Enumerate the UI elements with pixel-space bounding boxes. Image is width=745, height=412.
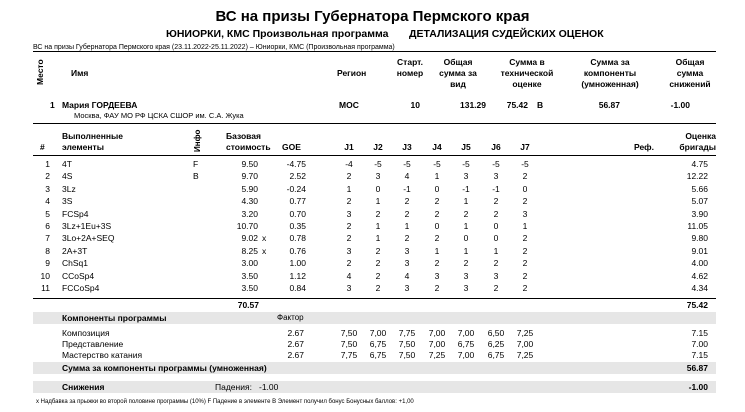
element-code: 3Lz [62, 183, 76, 194]
element-bonus-mark: x [262, 245, 267, 256]
element-code: FCSp4 [62, 208, 89, 219]
element-panel-score: 5.07 [691, 196, 708, 207]
component-judge-mark: 6,50 [487, 328, 505, 338]
judge-mark: 3 [404, 283, 410, 293]
judge-header-3: J3 [402, 142, 412, 152]
element-base-value: 9.50 [241, 159, 258, 169]
judge-mark: 2 [522, 171, 528, 182]
judge-mark: 3 [463, 270, 469, 281]
deductions-label: Снижения [62, 382, 105, 392]
judge-mark: 0 [522, 183, 528, 194]
element-info: F [193, 159, 199, 169]
element-code: 3Lz+1Eu+3S [62, 221, 112, 231]
judge-mark: 2 [493, 283, 499, 293]
judge-header-5: J5 [461, 142, 471, 152]
element-code: 4T [62, 159, 72, 169]
judge-mark: 3 [522, 208, 528, 219]
el-header-info: Инфо [193, 129, 202, 152]
element-panel-score: 4.34 [691, 283, 708, 293]
skater-total: 131.29 [460, 100, 486, 110]
component-judge-mark: 6,75 [369, 350, 387, 360]
element-goe: 2.52 [289, 171, 306, 182]
judge-mark: 1 [375, 233, 381, 244]
element-panel-score: 9.01 [691, 245, 708, 256]
judge-mark: 2 [404, 196, 410, 207]
judge-mark: -1 [492, 183, 500, 194]
judge-mark: 1 [375, 221, 381, 231]
judge-mark: 1 [404, 221, 410, 231]
judge-mark: 3 [375, 171, 381, 182]
element-base-value: 3.50 [241, 283, 258, 293]
element-number: 5 [45, 208, 50, 219]
element-goe: 0.35 [289, 221, 306, 231]
judge-mark: 2 [522, 270, 528, 281]
judge-mark: 2 [493, 258, 499, 269]
element-row [0, 258, 745, 269]
component-judge-mark: 7,00 [369, 328, 387, 338]
judge-mark: 2 [434, 196, 440, 207]
component-name: Мастерство катания [62, 350, 143, 360]
component-name: Композиция [62, 328, 110, 338]
component-judge-mark: 7,50 [340, 328, 358, 338]
component-judge-mark: 7,50 [398, 339, 416, 349]
element-number: 8 [45, 245, 50, 256]
judge-mark: 3 [346, 283, 352, 293]
element-base-value: 3.00 [241, 258, 258, 269]
element-panel-score: 4.00 [691, 258, 708, 269]
judge-mark: 2 [463, 208, 469, 219]
component-factor: 2.67 [287, 328, 304, 338]
element-panel-score: 5.66 [691, 183, 708, 194]
judge-mark: 2 [346, 196, 352, 207]
skater-deductions: -1.00 [670, 100, 690, 110]
elements-header-rule [33, 155, 716, 156]
judge-mark: 2 [346, 258, 352, 269]
judge-mark: 2 [375, 245, 381, 256]
report-title: ДЕТАЛИЗАЦИЯ СУДЕЙСКИХ ОЦЕНОК [409, 28, 604, 40]
element-row [0, 209, 745, 220]
element-number: 3 [45, 183, 50, 194]
judge-mark: 2 [522, 258, 528, 269]
judge-mark: 3 [493, 171, 499, 182]
judge-mark: 2 [375, 208, 381, 219]
judge-mark: 2 [493, 208, 499, 219]
component-row [0, 339, 745, 350]
element-panel-score: 4.75 [691, 159, 708, 169]
event-title: ВС на призы Губернатора Пермского края [215, 8, 530, 25]
component-judge-mark: 7,00 [428, 328, 446, 338]
judge-mark: 1 [346, 183, 352, 194]
judge-mark: 1 [463, 196, 469, 207]
element-number: 11 [41, 283, 50, 293]
judge-mark: 2 [375, 258, 381, 269]
element-base-value: 4.30 [241, 196, 258, 207]
element-code: 4S [62, 171, 73, 182]
judge-mark: 2 [404, 233, 410, 244]
judge-header-1: J1 [344, 142, 354, 152]
header-pcs: Сумма за компоненты (умноженная) [581, 57, 639, 89]
judge-mark: 2 [434, 233, 440, 244]
el-header-goe: GOE [282, 142, 301, 152]
component-judge-mark: 6,75 [487, 350, 505, 360]
el-header-score: Оценка бригады [679, 131, 716, 152]
element-base-value: 3.20 [241, 208, 258, 219]
element-row [0, 233, 745, 244]
element-code: 3Lo+2A+SEQ [62, 233, 115, 244]
header-deductions: Общая сумма снижений [669, 57, 711, 89]
element-goe: 0.70 [289, 208, 306, 219]
skater-rule [33, 123, 716, 124]
element-base-value: 10.70 [236, 221, 258, 231]
meta-line: ВС на призы Губернатора Пермского края (23.11.2022-25.11.2022) – Юниорки, КМС (Произвольная программа) [33, 44, 395, 51]
element-number: 4 [45, 196, 50, 207]
judge-mark: 3 [404, 258, 410, 269]
judge-mark: 2 [522, 196, 528, 207]
judge-mark: -5 [462, 159, 470, 169]
judge-mark: 2 [375, 270, 381, 281]
component-judge-mark: 7,75 [398, 328, 416, 338]
skater-tes-flag: B [537, 100, 544, 110]
header-tes: Сумма в технической оценке [500, 57, 554, 89]
element-code: 2A+3T [62, 245, 88, 256]
el-header-num: # [40, 142, 45, 152]
element-base-value: 3.50 [241, 270, 258, 281]
base-total: 70.57 [237, 300, 259, 310]
components-header: Компоненты программы [62, 313, 167, 323]
element-goe: -0.24 [286, 183, 306, 194]
skater-start-no: 10 [410, 100, 420, 110]
judge-mark: -5 [521, 159, 529, 169]
skater-name: Мария ГОРДЕЕВА [62, 100, 138, 110]
component-judge-mark: 7,75 [340, 350, 358, 360]
element-panel-score: 9.80 [691, 233, 708, 244]
component-judge-mark: 7,25 [516, 350, 534, 360]
category-line: ЮНИОРКИ, КМС Произвольная программа [166, 28, 389, 40]
component-judge-mark: 7,50 [398, 350, 416, 360]
judge-mark: 2 [434, 208, 440, 219]
judge-mark: 1 [434, 245, 440, 256]
judge-mark: 1 [434, 171, 440, 182]
header-total: Общая сумма за вид [439, 57, 477, 89]
judge-mark: 3 [434, 270, 440, 281]
element-number: 6 [45, 221, 50, 231]
falls-label: Падения: [215, 382, 252, 392]
skater-club: Москва, ФАУ МО РФ ЦСКА СШОР им. С.А. Жука [74, 111, 244, 120]
element-row [0, 184, 745, 195]
element-code: CCoSp4 [62, 270, 95, 281]
judge-mark: 2 [493, 196, 499, 207]
element-row [0, 171, 745, 182]
component-judge-mark: 7,00 [428, 339, 446, 349]
component-judge-mark: 7,00 [516, 339, 534, 349]
judge-header-7: J7 [520, 142, 530, 152]
el-header-base: Базовая стоимость [226, 131, 271, 152]
judge-mark: 2 [346, 221, 352, 231]
judge-mark: 3 [346, 245, 352, 256]
element-goe: -4.75 [286, 159, 306, 169]
element-panel-score: 11.05 [687, 221, 708, 231]
judge-mark: -1 [403, 183, 411, 194]
element-base-value: 8.25 [241, 245, 258, 256]
judge-mark: 1 [463, 221, 469, 231]
judge-mark: 0 [434, 221, 440, 231]
components-total-label: Сумма за компоненты программы (умноженная) [62, 363, 267, 373]
judge-mark: -5 [374, 159, 382, 169]
el-header-ref: Реф. [634, 142, 654, 152]
judge-mark: 1 [463, 245, 469, 256]
judge-mark: -5 [492, 159, 500, 169]
element-panel-score: 4.62 [691, 270, 708, 281]
falls-value: -1.00 [259, 382, 279, 392]
component-judge-mark: 6,75 [369, 339, 387, 349]
judge-mark: 2 [434, 283, 440, 293]
judge-mark: 3 [463, 171, 469, 182]
el-header-elements: Выполненные элементы [62, 131, 124, 152]
element-goe: 1.00 [289, 258, 306, 269]
judge-header-4: J4 [432, 142, 442, 152]
component-score: 7.15 [691, 350, 708, 360]
element-row [0, 246, 745, 257]
component-judge-mark: 7,25 [516, 328, 534, 338]
judge-mark: 2 [346, 233, 352, 244]
deductions-bg [33, 381, 716, 393]
judge-mark: -5 [433, 159, 441, 169]
component-score: 7.00 [691, 339, 708, 349]
deductions-total: -1.00 [688, 382, 708, 392]
header-start-no: Старт. номер [396, 57, 424, 78]
judge-mark: 1 [493, 245, 499, 256]
element-row [0, 271, 745, 282]
judge-mark: 2 [522, 283, 528, 293]
judge-mark: -1 [462, 183, 470, 194]
judge-mark: 3 [493, 270, 499, 281]
judge-mark: 0 [375, 183, 381, 194]
element-row [0, 159, 745, 170]
component-factor: 2.67 [287, 350, 304, 360]
components-total: 56.87 [686, 363, 708, 373]
element-info: B [193, 171, 199, 182]
judge-mark: 4 [404, 270, 410, 281]
skater-tes: 75.42 [506, 100, 528, 110]
component-judge-mark: 7,00 [457, 328, 475, 338]
skater-place: 1 [50, 100, 55, 110]
element-number: 2 [45, 171, 50, 182]
component-row [0, 350, 745, 361]
element-goe: 0.84 [289, 283, 306, 293]
judge-mark: 3 [463, 283, 469, 293]
header-place: Место [35, 59, 45, 85]
judge-mark: 0 [493, 233, 499, 244]
element-number: 9 [45, 258, 50, 269]
element-row [0, 221, 745, 232]
component-row [0, 328, 745, 339]
header-region: Регион [337, 68, 367, 78]
element-base-value: 9.02 [241, 233, 258, 244]
component-judge-mark: 6,25 [487, 339, 505, 349]
element-number: 1 [45, 159, 50, 169]
element-goe: 0.77 [289, 196, 306, 207]
judge-mark: 3 [346, 208, 352, 219]
element-panel-score: 12.22 [686, 171, 708, 182]
component-score: 7.15 [691, 328, 708, 338]
component-judge-mark: 7,50 [340, 339, 358, 349]
element-code: ChSq1 [62, 258, 88, 269]
judge-mark: 2 [522, 233, 528, 244]
component-judge-mark: 7,25 [428, 350, 446, 360]
top-rule [33, 51, 716, 52]
component-judge-mark: 6,75 [457, 339, 475, 349]
judge-mark: -4 [345, 159, 353, 169]
factor-label: Фактор [277, 313, 304, 322]
judge-mark: 2 [404, 208, 410, 219]
judge-mark: 4 [346, 270, 352, 281]
element-goe: 0.76 [289, 245, 306, 256]
component-name: Представление [62, 339, 124, 349]
judge-mark: -5 [403, 159, 411, 169]
element-goe: 1.12 [289, 270, 306, 281]
judge-mark: 2 [434, 258, 440, 269]
judge-mark: 0 [463, 233, 469, 244]
skater-region: МОС [339, 100, 359, 110]
judge-mark: 3 [404, 245, 410, 256]
footnote: x Надбавка за прыжки во второй половине программы (10%) F Падение в элементе B Элемент получил бонус Бонусных баллов: +1,00 [36, 399, 414, 405]
element-row [0, 283, 745, 294]
judge-mark: 2 [463, 258, 469, 269]
judge-mark: 2 [375, 283, 381, 293]
elements-bottom-rule [33, 298, 716, 299]
element-base-value: 5.90 [241, 183, 258, 194]
judge-header-6: J6 [491, 142, 501, 152]
judge-mark: 0 [493, 221, 499, 231]
element-number: 10 [40, 270, 50, 281]
elements-total: 75.42 [686, 300, 708, 310]
element-code: 3S [62, 196, 73, 207]
element-number: 7 [45, 233, 50, 244]
component-factor: 2.67 [287, 339, 304, 349]
judge-mark: 0 [434, 183, 440, 194]
element-row [0, 196, 745, 207]
judge-mark: 4 [404, 171, 410, 182]
judge-mark: 1 [522, 221, 528, 231]
element-goe: 0.78 [289, 233, 306, 244]
judge-header-2: J2 [373, 142, 383, 152]
element-base-value: 9.70 [241, 171, 258, 182]
element-code: FCCoSp4 [62, 283, 100, 293]
judge-mark: 1 [375, 196, 381, 207]
skater-pcs: 56.87 [598, 100, 620, 110]
element-bonus-mark: x [262, 233, 267, 244]
header-name: Имя [71, 68, 89, 78]
judge-mark: 2 [346, 171, 352, 182]
element-panel-score: 3.90 [691, 208, 708, 219]
component-judge-mark: 7,00 [457, 350, 475, 360]
judge-mark: 2 [522, 245, 528, 256]
